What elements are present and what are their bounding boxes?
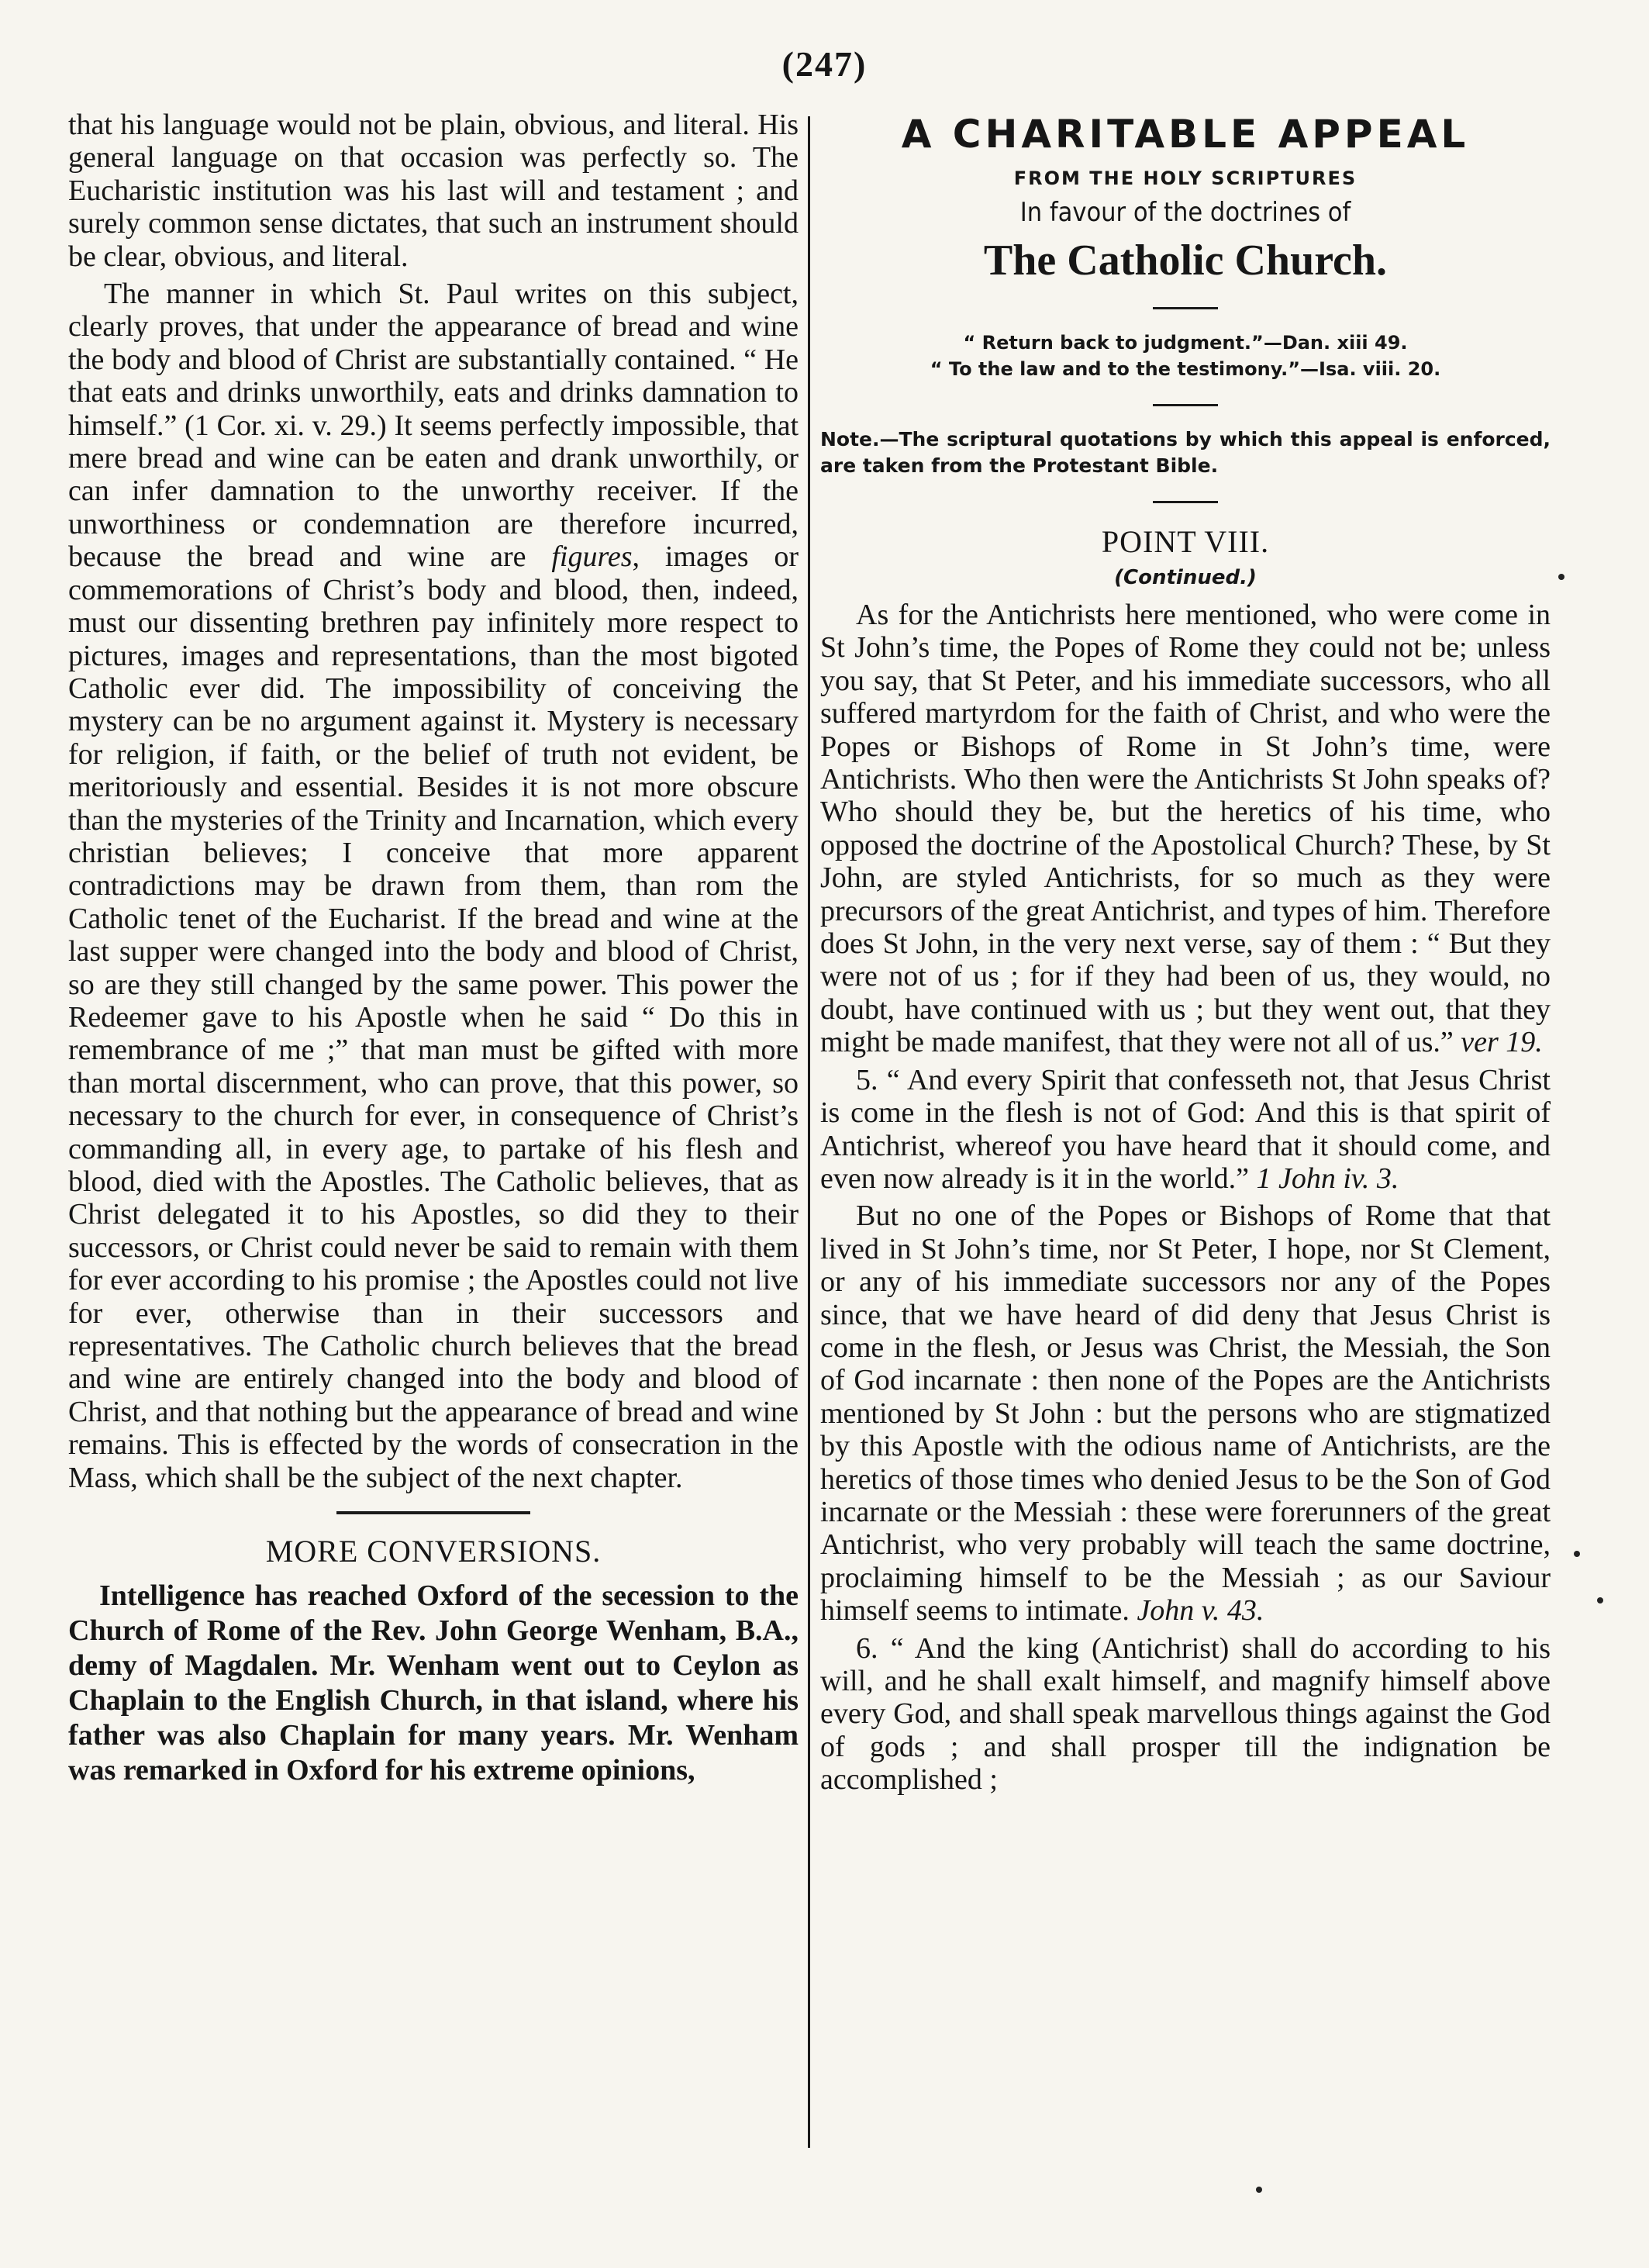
epigraph-isaiah: “ To the law and to the testimony.”—Isa. viii. 20. [930,358,1441,380]
column-divider [808,116,810,2148]
appeal-subtitle-favour: In favour of the doctrines of [1019,197,1351,228]
more-conversions-body: Intelligence has reached Oxford of the secession to the Church of Rome of the Rev. John George Wenham, B.A., demy of Magdalen. Mr. Wenham went out to Ceylon as Chaplain to the English Church, in that island, where his father was also Chaplain for many years. Mr. Wenham was remarked in Oxford for his extreme opinions, [68,1579,799,1787]
left-column [68,109,799,1788]
appeal-subtitle-scriptures: FROM THE HOLY SCRIPTURES [1013,167,1357,189]
john-reference: 1 John iv. 3. [1256,1162,1399,1195]
print-speck [1597,1597,1603,1603]
appeal-subtitle-church: The Catholic Church. [983,236,1388,285]
eucharist-paragraph-2-part-b: , images or commemorations of Christ’s body and blood, then, indeed, must our dissenting brethren pay infinitely more respect to pictures, images and representations, than the most bigoted Catholic ever did. The impossibility of conceiving the mystery can be no argument against it. Mystery is necessary for religion, if faith, or the belief of truth not evident, be meritoriously and essential. Besides it is not more obscure than the mysteries of the Trinity and Incarnation, which every christian believes; I conceive that more apparent contradictions may be drawn from them, than rom the Catholic tenet of the Eucharist. If the bread and wine at the last supper were changed into the body and blood of Christ, so are they still changed by the same power. This power the Redeemer gave to his Apostle when he said “ Do this in remembrance of me ;” that man must be gifted with more than mortal discernment, who can prove, that this power, so necessary to the church for ever, in consequence of Christ’s commanding all, in every age, to partake of his flesh and blood, died with the Apostles. The Catholic believes, that as Christ delegated it to his Apostles, so did they to their successors, or Christ could never be said to remain with them for ever according to his promise ; the Apostles could not live for ever, otherwise than in their successors and representatives. The Catholic church believes that the bread and wine are entirely changed into the body and blood of Christ, and that nothing but the appearance of bread and wine remains. This is effected by the words of consecration in the Mass, which shall be the subject of the next chapter. [68,540,799,1494]
appeal-title: A CHARITABLE APPEAL [901,112,1470,157]
verse-five-text: 5. “ And every Spirit that confesseth not, that Jesus Christ is come in the flesh is not of God: And this is that spirit of Antichrist, whereof you have heard that it should come, and even now already is it in the world.” [820,1063,1551,1195]
epigraph-rule [1153,404,1218,406]
print-speck [1558,574,1564,580]
popes-paragraph [820,1200,1551,1627]
john-v-reference: John v. 43. [1137,1594,1264,1628]
title-rule [1153,307,1218,309]
eucharist-paragraph-2-part-a: The manner in which St. Paul writes on this subject, clearly proves, that under the appearance of bread and wine the body and blood of Christ are substantially contained. “ He that eats and drinks unworthily, eats and drinks damnation to himself.” (1 Cor. xi. v. 29.) It seems perfectly impossible, that mere bread and wine can be eaten and drank unworthily, or can infer damnation to the unworthy receiver. If the unworthiness or condemnation are therefore incurred, because the bread and wine are [68,278,799,574]
verse-five-paragraph [820,1064,1551,1196]
protestant-bible-note: Note.—The scriptural quotations by which this appeal is enforced, are taken from the Protestant Bible. [820,428,1551,477]
right-column [820,109,1551,1801]
antichrists-paragraph-text: As for the Antichrists here mentioned, who were come in St John’s time, the Popes of Rome they could not be; unless you say, that St Peter, and his immediate successors, who all suffered martyrdom for the faith of Christ, and who were the Popes or Bishops of Rome in St John’s time, were Antichrists. Who then were the Antichrists St John speaks of? Who should they be, but the heretics of his time, who opposed the doctrine of the Apostolical Church? These, by St John, are styled Antichrists, for so much as they were precursors of the great Antichrist, and types of him. Therefore does St John, in the very next verse, say of them : “ But they were not of us ; for if they had been of us, they would, no doubt, have continued with us ; but they went out, that they might be made manifest, that they were not all of us.” [820,599,1551,1059]
epigraph-daniel: “ Return back to judgment.”—Dan. xiii 49. [963,332,1408,354]
more-conversions-title: MORE CONVERSIONS. [265,1534,602,1569]
eucharist-paragraph-1: that his language would not be plain, obvious, and literal. His general language on that occasion was perfectly so. The Eucharistic institution was his last will and testament ; and surely common sense dictates, that such an instrument should be clear, obvious, and literal. [68,109,799,273]
figures-word: figures [551,540,633,574]
note-rule [1153,501,1218,503]
point-heading: POINT VIII. [1101,524,1270,559]
continued-label: (Continued.) [1114,566,1257,589]
verse-six-paragraph: 6. “ And the king (Antichrist) shall do according to his will, and he shall exalt himself, and magnify himself above every God, and shall speak marvellous things against the God of gods ; and shall prosper till the indignation be accomplished ; [820,1631,1551,1797]
eucharist-paragraph-2 [68,278,799,1494]
antichrists-paragraph [820,599,1551,1059]
verse-reference: ver 19. [1461,1026,1543,1059]
popes-paragraph-text: But no one of the Popes or Bishops of Rome that that lived in St John’s time, nor St Peter, I hope, nor St Clement, or any of his immediate successors nor any of the Popes since, that we have heard of did deny that Jesus Christ is come in the flesh, or Jesus was Christ, the Messiah, the Son of God incarnate : then none of the Popes are the Antichrists mentioned by St John : but the persons who are stigmatized by this Apostle with the odious name of Antichrists, are the heretics of those times who denied Jesus to be the Son of God incarnate or the Messiah : these were forerunners of the great Antichrist, who very probably will teach the same doctrine, proclaiming himself to be the Messiah ; as our Saviour himself seems to intimate. [820,1200,1551,1628]
page-number: (247) [781,44,868,84]
section-rule [336,1511,530,1514]
print-speck [1256,2187,1262,2193]
print-speck [1574,1551,1580,1557]
